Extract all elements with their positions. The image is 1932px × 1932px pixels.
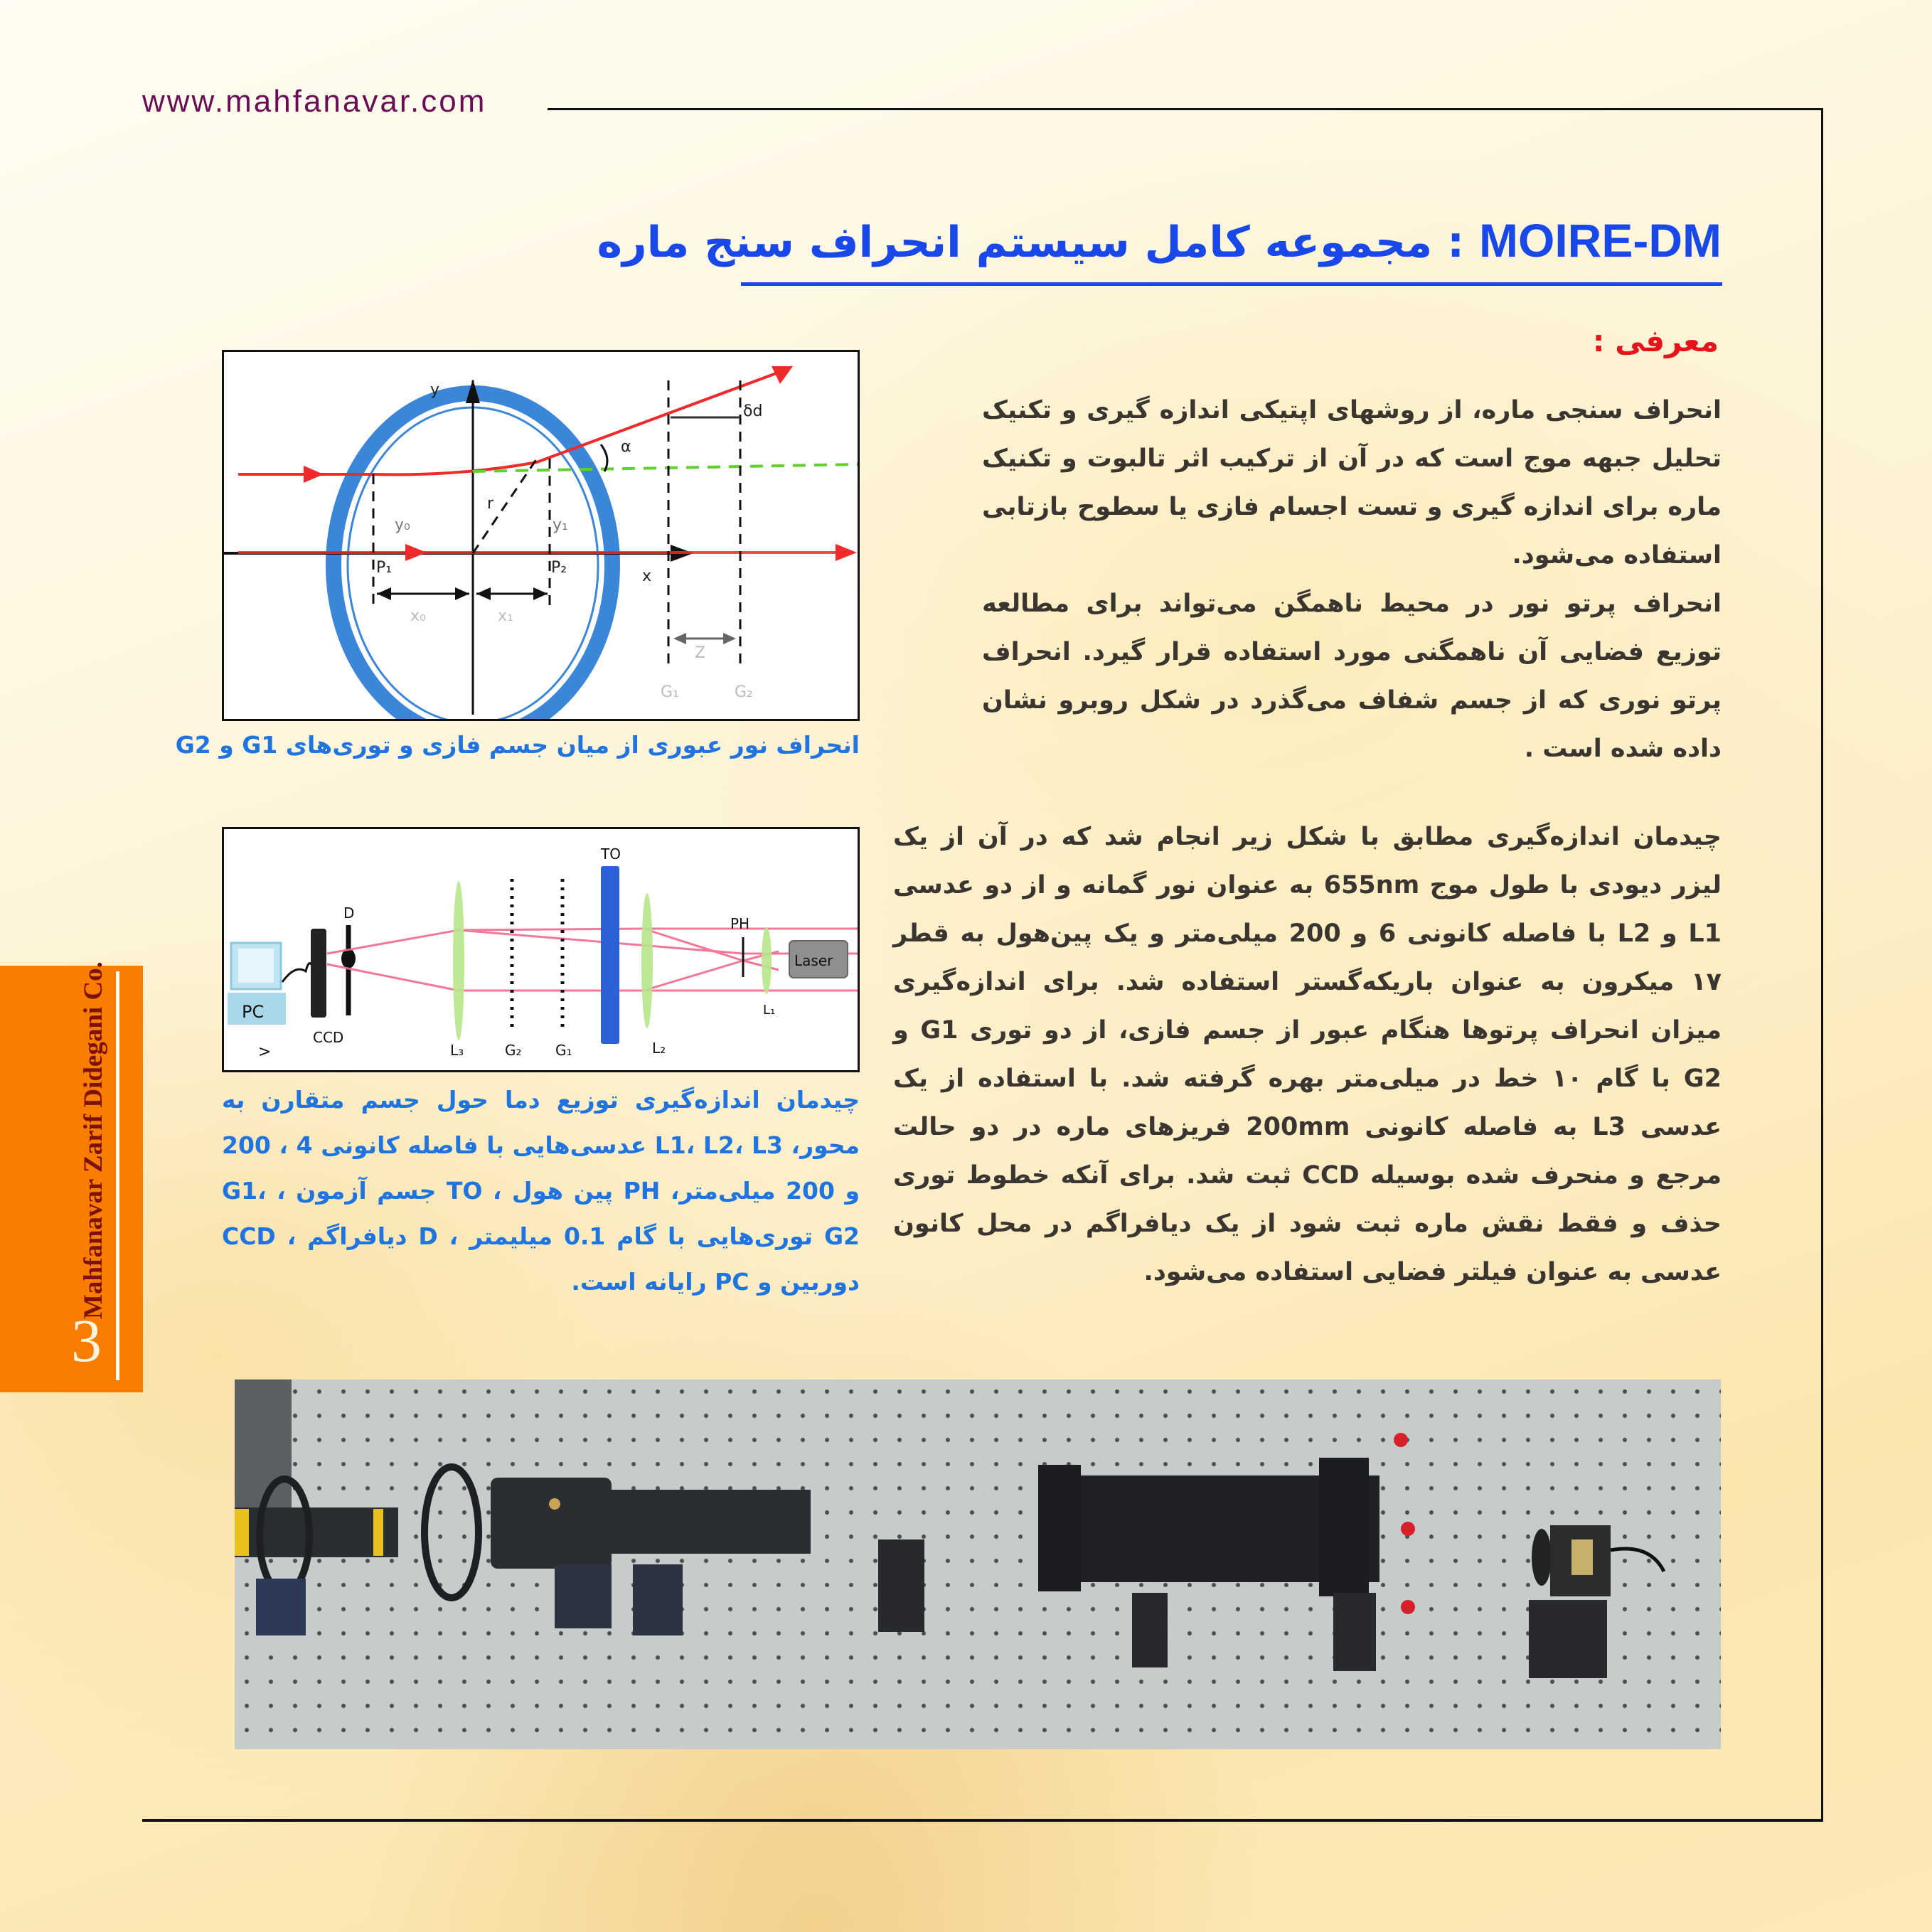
svg-text:>: > (258, 1043, 272, 1061)
svg-text:D: D (343, 904, 355, 922)
svg-text:r: r (487, 495, 494, 513)
intro-paragraph-2-text: انحراف پرتو نور در محیط ناهمگن می‌تواند برای مطالعه توزیع فضایی آن ناهمگنی مورد استفاده قرار گیرد. انحراف پرتو نوری که از جسم شفاف می‌گذرد در شکل روبرو نشان داده شده است . (982, 589, 1722, 763)
figure-1-caption: انحراف نور عبوری از میان جسم فازی و توری‌های G1 و G2 (175, 731, 860, 759)
page-title (597, 213, 1722, 267)
svg-text:δd: δd (743, 402, 763, 420)
svg-text:x: x (642, 567, 652, 585)
svg-text:L₂: L₂ (652, 1040, 666, 1057)
svg-text:y₁: y₁ (553, 516, 568, 534)
svg-text:TO: TO (601, 845, 621, 863)
side-tab-divider (116, 971, 119, 1380)
svg-text:L₃: L₃ (450, 1042, 464, 1059)
intro-paragraph-1 (982, 386, 1722, 773)
svg-text:α: α (621, 438, 631, 456)
intro-paragraph-1-text: انحراف سنجی ماره، از روشهای اپتیکی اندازه گیری و تکنیک تحلیل جبهه موج است که در آن از ترکیب اثر تالبوت و تکنیک ماره برای اندازه گیری و تست اجسام فازی یا سطوح بازتابی استفاده می‌شود. (982, 396, 1722, 570)
svg-text:CCD: CCD (313, 1029, 344, 1046)
svg-text:y₀: y₀ (395, 516, 410, 534)
svg-text:PH: PH (730, 915, 750, 932)
svg-text:Laser: Laser (794, 952, 833, 969)
svg-text:G₂: G₂ (735, 683, 753, 701)
deflection-diagram-svg (224, 352, 858, 719)
svg-text:L₁: L₁ (763, 1003, 776, 1018)
frame-right-rule (1821, 108, 1823, 1821)
svg-text:G₁: G₁ (661, 683, 679, 701)
product-name: MOIRE-DM (1479, 214, 1722, 267)
svg-text:PC: PC (242, 1002, 265, 1022)
title-underline (741, 282, 1722, 286)
figure-setup-schematic (222, 827, 860, 1072)
section-label-intro: معرفی : (1592, 324, 1719, 358)
page-number: 3 (71, 1306, 102, 1375)
figure-2-caption: چیدمان اندازه‌گیری توزیع دما حول جسم متقارن به محور، L1، L2، L3 عدسی‌هایی با فاصله کانونی 4 ، 200 و 200 میلی‌متر، PH پین هول ، TO جسم آزمون ، G1، G2 توری‌هایی با گام 0.1 میلیمتر ، D دیافراگم ، CCD دوربین و PC رایانه است. (222, 1086, 860, 1296)
svg-text:G₂: G₂ (505, 1042, 522, 1059)
figure-deflection-diagram (222, 350, 860, 721)
company-name: Mahfanavar Zarif Didegani Co. (79, 961, 108, 1319)
setup-schematic-svg (224, 829, 858, 1070)
title-subtitle: مجموعه کامل سیستم انحراف سنج ماره (597, 218, 1433, 267)
website-url[interactable]: www.mahfanavar.com (142, 84, 487, 119)
frame-bottom-rule (142, 1819, 1823, 1822)
svg-text:P₁: P₁ (376, 559, 393, 577)
svg-text:x₀: x₀ (410, 607, 426, 625)
svg-text:x₁: x₁ (498, 607, 513, 625)
title-separator: : (1432, 218, 1480, 267)
svg-text:P₂: P₂ (551, 559, 567, 577)
frame-top-rule (548, 108, 1823, 110)
setup-paragraph: چیدمان اندازه‌گیری مطابق با شکل زیر انجام شد که در آن از یک لیزر دیودی با طول موج 655nm به عنوان نور گمانه و از دو عدسی L1 و L2 با فاصله کانونی 6 و 200 میلی‌متر و یک پین‌هول به قطر ۱۷ میکرون به عنوان باریکه‌گستر استفاده شد. برای اندازه‌گیری میزان انحراف پرتوها هنگام عبور از جسم فازی، از دو توری G1 و G2 با گام ۱۰ خط در میلی‌متر بهره گرفته شد. با استفاده از یک عدسی L3 به فاصله کانونی 200mm فریزهای ماره در دو حالت مرجع و منحرف شده بوسیله CCD ثبت شد. برای آنکه خطوط توری حذف و فقط نقش ماره ثبت شود از یک دیافراگم در محل کانون عدسی به عنوان فیلتر فضایی استفاده می‌شود. (893, 823, 1722, 1286)
svg-text:G₁: G₁ (555, 1042, 572, 1059)
svg-text:y: y (430, 381, 440, 399)
optical-bench-photo (235, 1379, 1721, 1749)
setup-photo (235, 1379, 1721, 1749)
svg-text:Z: Z (695, 644, 706, 662)
